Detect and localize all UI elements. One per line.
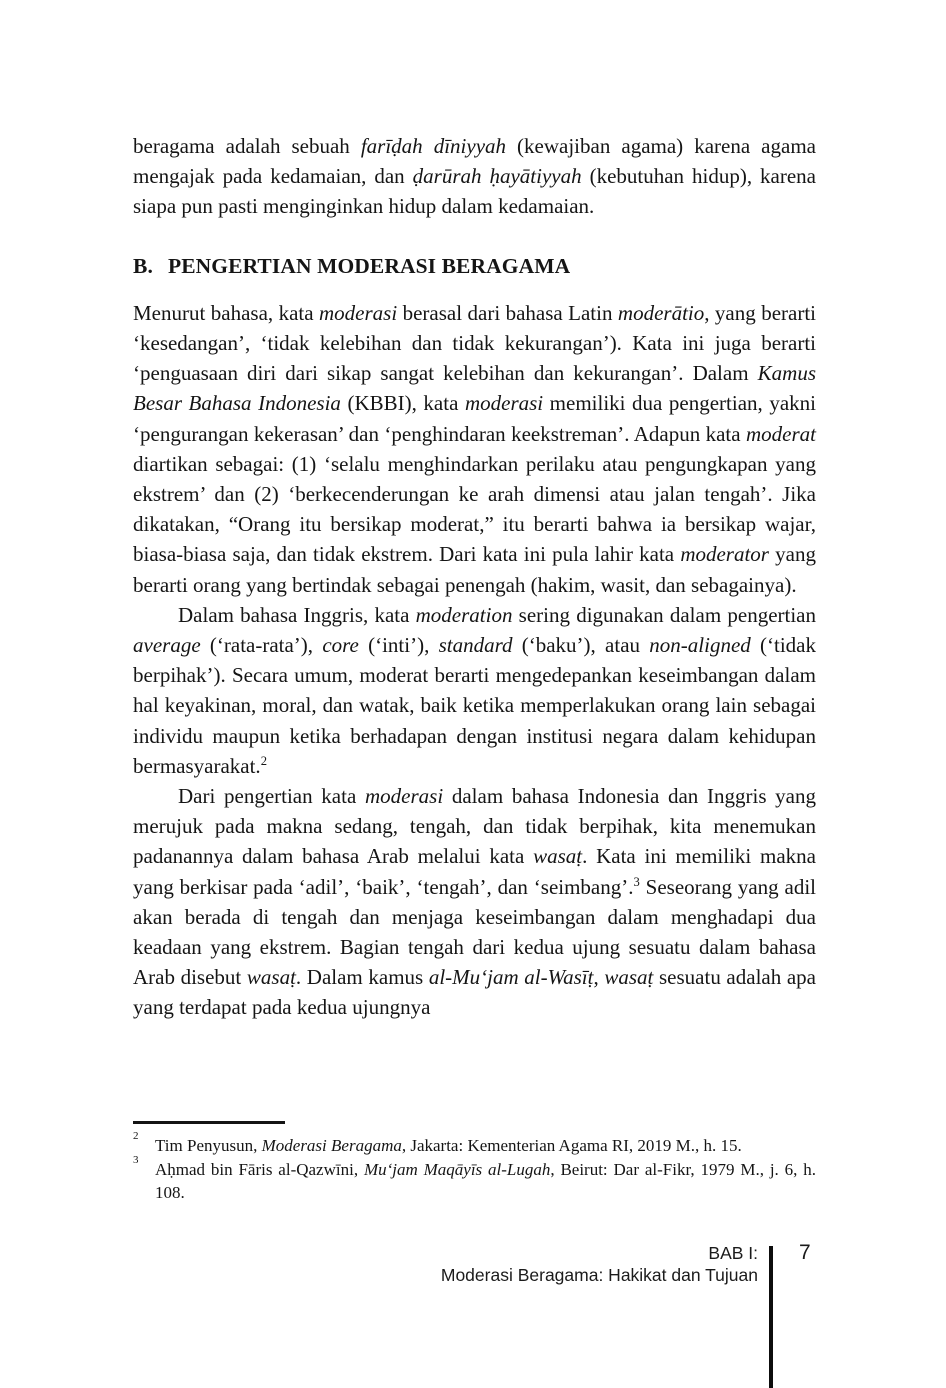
section-heading <box>133 251 816 281</box>
text-run: , Jakarta: Kementerian Agama RI, 2019 M., h. 15. <box>401 1136 742 1155</box>
italic-text: farīḍah dīniyyah <box>360 134 507 158</box>
footnote-item <box>133 1153 816 1205</box>
section-paragraphs <box>133 298 816 1023</box>
footnote-marker: 2 <box>133 1130 139 1142</box>
text-run: , Beirut: Dar al-Fikr, 1979 M., j. 6, h. 108. <box>155 1159 816 1202</box>
page-number: 7 <box>799 1241 811 1264</box>
text-run: Seseorang yang adil akan berada di tengah dan menjaga keseimbangan dalam menghadapi dua keadaan yang ekstrem. Bagian tengah dari kedua ujung sesuatu dalam bahasa Arab disebut <box>133 874 816 990</box>
footer-chapter-label: BAB I: <box>708 1243 758 1263</box>
section-heading-label: B. <box>133 253 153 278</box>
italic-text: wasaṭ <box>604 965 654 990</box>
text-run: yang berarti orang yang bertindak sebagai penengah (hakim, wasit, dan sebagainya). <box>133 542 816 597</box>
italic-text: moderation <box>415 602 513 627</box>
text-run: . Dalam kamus <box>295 965 429 990</box>
italic-text: moderasi <box>364 784 444 809</box>
italic-text: al-Mu‘jam al-Wasīṭ <box>428 965 594 990</box>
text-run: Menurut bahasa, kata <box>133 300 319 325</box>
italic-text: Mu‘jam Maqāyīs al-Lugah <box>363 1159 551 1179</box>
italic-text: standard <box>438 633 513 658</box>
text-run: dalam bahasa Indonesia dan Inggris yang merujuk pada makna sedang, tengah, dan tidak berpihak, kita menemukan padanannya dalam bahasa Arab melalui kata <box>133 784 816 869</box>
italic-text: moderator <box>680 542 769 567</box>
footnote-reference: 2 <box>260 753 267 768</box>
text-run: sering digunakan dalam pengertian <box>512 602 816 627</box>
body-paragraph <box>133 298 816 600</box>
text-run: (KBBI), kata <box>340 391 465 416</box>
text-run: , <box>593 965 605 990</box>
footnote-marker: 3 <box>133 1153 139 1166</box>
running-footer-chapter <box>441 1243 758 1286</box>
text-run: (‘rata-rata’), <box>200 633 323 658</box>
body-paragraph <box>133 781 816 1023</box>
page-body <box>133 131 816 1023</box>
text-run: sesuatu adalah apa yang terdapat pada kedua ujungnya <box>133 965 816 1020</box>
text-run: (kewajiban agama) karena agama mengajak pada kedamaian, dan <box>133 134 816 189</box>
italic-text: moderātio <box>617 300 705 325</box>
text-run: berasal dari bahasa Latin <box>397 300 618 325</box>
italic-text: core <box>322 633 359 658</box>
footnote-reference: 3 <box>633 874 640 889</box>
body-paragraph <box>133 131 816 222</box>
footnote-text <box>155 1134 816 1158</box>
text-run: . Kata ini memiliki makna yang berkisar pada ‘adil’, ‘baik’, ‘tengah’, dan ‘seimbang’. <box>133 844 816 899</box>
italic-text: non-aligned <box>649 633 751 658</box>
footnote-list <box>133 1130 816 1205</box>
text-run: (kebutuhan hidup), karena siapa pun pasti menginginkan hidup dalam kedamaian. <box>133 164 817 219</box>
footnotes-section <box>133 1121 816 1205</box>
body-paragraph <box>133 600 816 781</box>
text-run: (‘baku’), atau <box>512 633 650 658</box>
italic-text: Moderasi Beragama <box>261 1136 402 1155</box>
italic-text: wasaṭ <box>246 965 296 990</box>
text-run: Aḥmad bin Fāris al-Qazwīni, <box>155 1159 364 1179</box>
text-run: memiliki dua pengertian, yakni ‘pengurangan kekerasan’ dan ‘penghindaran keekstreman’. Adapun kata <box>133 391 816 446</box>
footnote-text <box>155 1158 816 1205</box>
italic-text: Kamus Besar Bahasa Indonesia <box>133 361 816 416</box>
italic-text: average <box>133 633 201 658</box>
italic-text: ḍarūrah ḥayātiyyah <box>412 164 582 189</box>
footnote-separator-rule <box>133 1121 285 1124</box>
intro-paragraphs <box>133 131 816 222</box>
footnote-item <box>133 1130 816 1166</box>
text-run: Dari pengertian kata <box>178 784 365 809</box>
footer-vertical-rule <box>769 1246 773 1388</box>
text-run: , yang berarti ‘kesedangan’, ‘tidak kelebihan dan tidak kekurangan’). Kata ini juga berarti ‘penguasaan diri dari sikap sangat kelebihan dan kekurangan’. Dalam <box>133 300 816 386</box>
italic-text: wasaṭ <box>533 844 583 869</box>
text-run: (‘tidak berpihak’). Secara umum, moderat berarti mengedepankan keseimbangan dalam hal keyakinan, moral, dan watak, baik ketika memperlakukan orang lain sebagai individu maupun ketika berhadapan dengan institusi negara dalam kehidupan bermasyarakat. <box>133 633 816 778</box>
text-run: Tim Penyusun, <box>155 1136 262 1155</box>
text-run: beragama adalah sebuah <box>133 134 361 158</box>
italic-text: moderasi <box>319 300 398 325</box>
text-run: diartikan sebagai: (1) ‘selalu menghindarkan perilaku atau pengungkapan yang ekstrem’ dan (2) ‘berkecenderungan ke arah dimensi atau jalan tengah’. Jika dikatakan, “Orang itu bersikap moderat,” itu berarti bahwa ia bersikap wajar, biasa-biasa saja, dan tidak ekstrem. Dari kata ini pula lahir kata <box>133 451 816 567</box>
footer-chapter-title: Moderasi Beragama: Hakikat dan Tujuan <box>440 1264 758 1285</box>
italic-text: moderasi <box>464 391 544 416</box>
italic-text: moderat <box>746 421 816 446</box>
section-heading-title: PENGERTIAN MODERASI BERAGAMA <box>168 253 571 278</box>
text-run: Dalam bahasa Inggris, kata <box>178 602 416 627</box>
text-run: (‘inti’), <box>358 633 439 658</box>
